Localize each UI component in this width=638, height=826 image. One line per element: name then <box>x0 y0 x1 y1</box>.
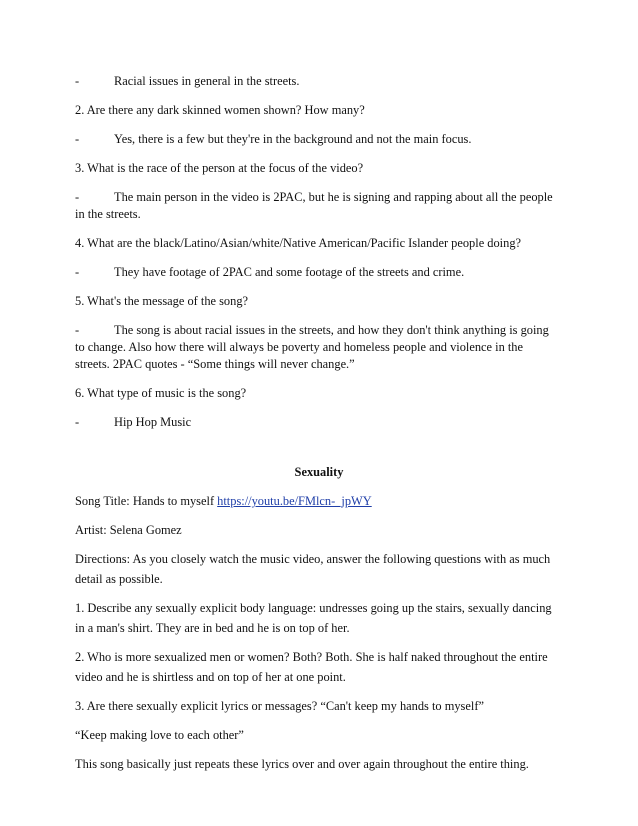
question-5: 5. What's the message of the song? <box>75 294 249 308</box>
question-6: 6. What type of music is the song? <box>75 386 247 400</box>
question-4: 4. What are the black/Latino/Asian/white/Native American/Pacific Islander people doing? <box>75 236 522 250</box>
q2-line-1: 2. Who is more sexualized men or women? Both? Both. She is half naked throughout the entire <box>75 650 548 664</box>
song-title-label: Song Title: Hands to myself <box>75 494 218 508</box>
answer-2: Yes, there is a few but they're in the background and not the main focus. <box>114 132 472 146</box>
answer-5-line-1: The song is about racial issues in the streets, and how they don't think anything is going <box>114 323 549 337</box>
answer-3-line-1: The main person in the video is 2PAC, but he is signing and rapping about all the people <box>114 190 553 204</box>
bullet-dash: - <box>75 415 80 429</box>
answer-3-line-2: in the streets. <box>75 207 141 221</box>
q3-line: 3. Are there sexually explicit lyrics or messages? “Can't keep my hands to myself” <box>75 699 484 713</box>
bullet-dash: - <box>75 74 80 88</box>
q1-line-2: in a man's shirt. They are in bed and he is on top of her. <box>75 621 350 635</box>
bullet-dash: - <box>75 190 80 204</box>
directions-line-1: Directions: As you closely watch the music video, answer the following questions with as much <box>75 552 551 566</box>
answer-racial-issues: Racial issues in general in the streets. <box>114 74 300 88</box>
question-2: 2. Are there any dark skinned women shown? How many? <box>75 103 365 117</box>
question-3: 3. What is the race of the person at the focus of the video? <box>75 161 364 175</box>
answer-5-line-3: streets. 2PAC quotes - “Some things will never change.” <box>75 357 355 371</box>
bullet-dash: - <box>75 323 80 337</box>
lyric-line: “Keep making love to each other” <box>75 728 244 742</box>
q2-line-2: video and he is shirtless and on top of her at one point. <box>75 670 346 684</box>
artist-line: Artist: Selena Gomez <box>75 523 182 537</box>
directions-line-2: detail as possible. <box>75 572 163 586</box>
section-heading: Sexuality <box>294 465 344 479</box>
answer-4: They have footage of 2PAC and some footage of the streets and crime. <box>114 265 465 279</box>
song-link[interactable]: https://youtu.be/FMlcn-_jpWY <box>217 494 372 508</box>
q1-line-1: 1. Describe any sexually explicit body language: undresses going up the stairs, sexually dancing <box>75 601 552 615</box>
song-title-line <box>75 494 575 509</box>
answer-6: Hip Hop Music <box>114 415 192 429</box>
closing-line: This song basically just repeats these lyrics over and over again throughout the entire thing. <box>75 757 529 771</box>
bullet-dash: - <box>75 265 80 279</box>
answer-5-line-2: to change. Also how there will always be poverty and homeless people and violence in the <box>75 340 524 354</box>
bullet-dash: - <box>75 132 80 146</box>
